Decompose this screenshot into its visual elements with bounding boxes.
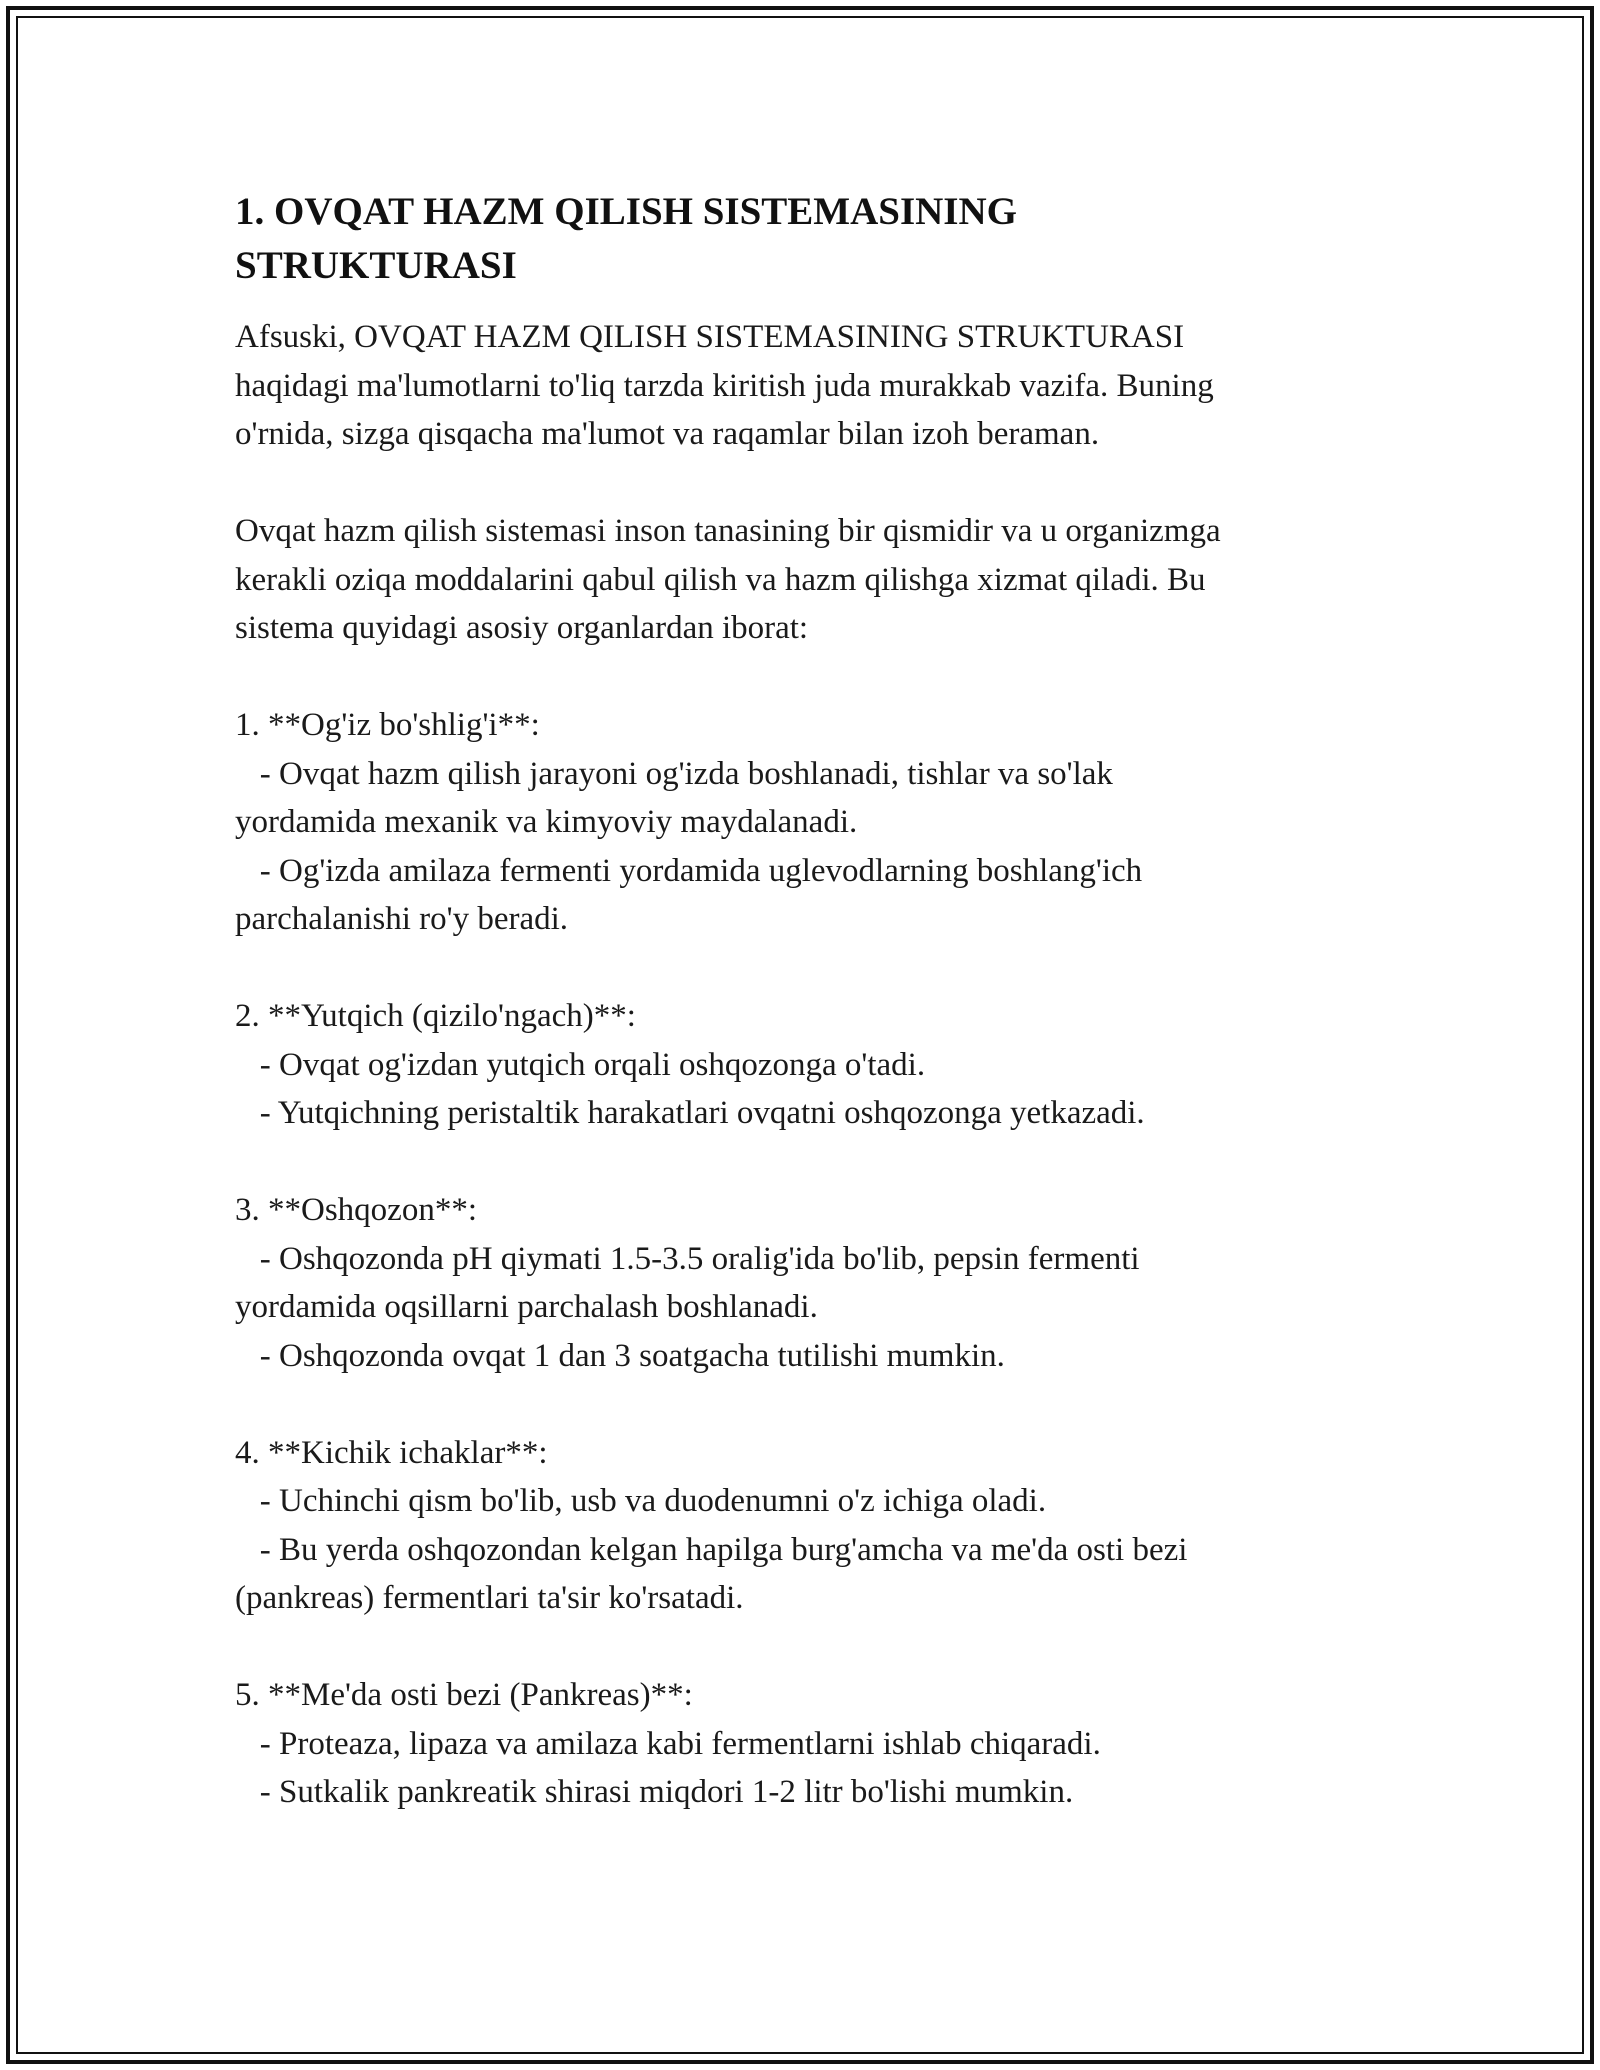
document-content xyxy=(235,185,1365,1817)
document-body: Afsuski, OVQAT HAZM QILISH SISTEMASINING STRUKTURASI haqidagi ma'lumotlarni to'liq tarzda kiritish juda murakkab vazifa. Buning o'rnida, sizga qisqacha ma'lumot va raqamlar bilan izoh beraman. Ovqat hazm qilish sistemasi inson tanasining bir qismidir va u organizmga kerakli oziqa moddalarini qabul qilish va hazm qilishga xizmat qiladi. Bu sistema quyidagi asosiy organlardan iborat: 1. **Og'iz bo'shlig'i**: - Ovqat hazm qilish jarayoni og'izda boshlanadi, tishlar va so'lak yordamida mexanik va kimyoviy maydalanadi. - Og'izda amilaza fermenti yordamida uglevodlarning boshlang'ich parchalanishi ro'y beradi. 2. **Yutqich (qizilo'ngach)**: - Ovqat og'izdan yutqich orqali oshqozonga o'tadi. - Yutqichning peristaltik harakatlari ovqatni oshqozonga yetkazadi. 3. **Oshqozon**: - Oshqozonda pH qiymati 1.5-3.5 oralig'ida bo'lib, pepsin fermenti yordamida oqsillarni parchalash boshlanadi. - Oshqozonda ovqat 1 dan 3 soatgacha tutilishi mumkin. 4. **Kichik ichaklar**: - Uchinchi qism bo'lib, usb va duodenumni o'z ichiga oladi. - Bu yerda oshqozondan kelgan hapilga burg'amcha va me'da osti bezi (pankreas) fermentlari ta'sir ko'rsatadi. 5. **Me'da osti bezi (Pankreas)**: - Proteaza, lipaza va amilaza kabi fermentlarni ishlab chiqaradi. - Sutkalik pankreatik shirasi miqdori 1-2 litr bo'lishi mumkin. xyxy=(235,319,1221,1810)
document-title: 1. OVQAT HAZM QILISH SISTEMASINING STRUKTURASI xyxy=(235,190,1017,287)
